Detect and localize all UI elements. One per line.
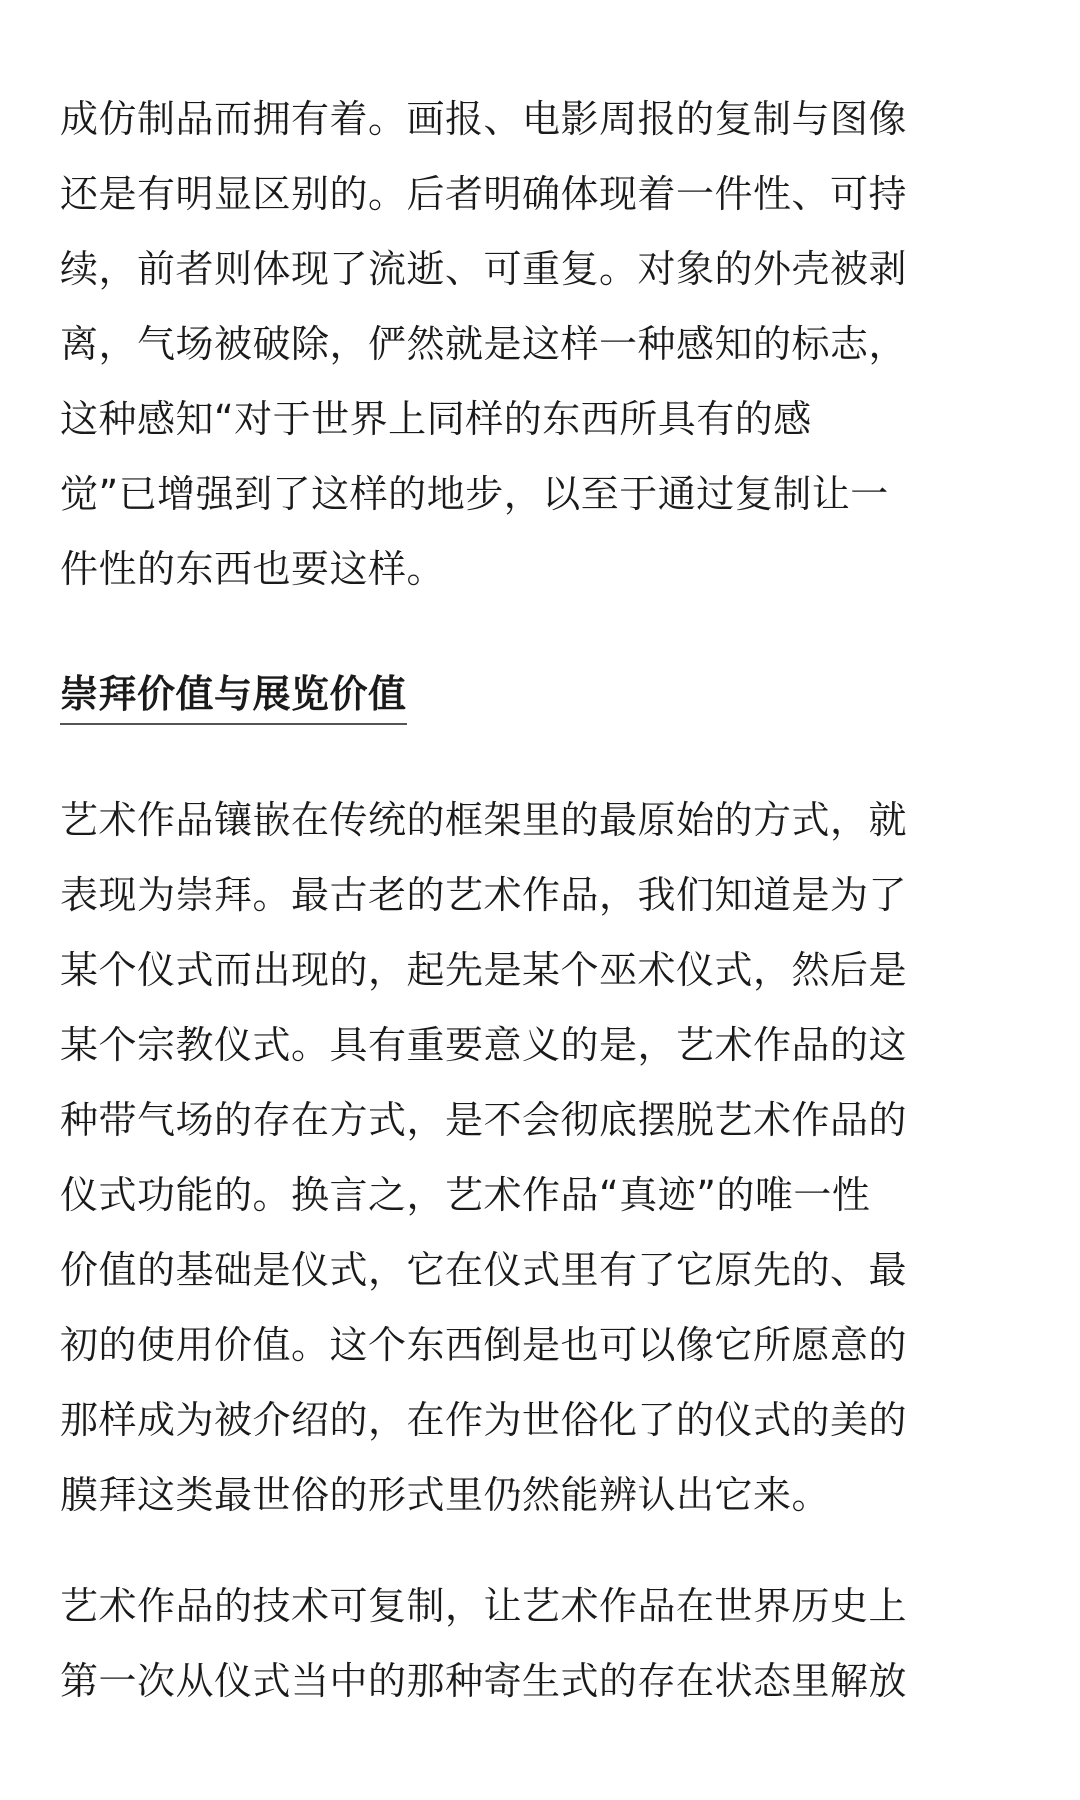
article-body	[60, 82, 1020, 1719]
text-line: 表现为崇拜。最古老的艺术作品，我们知道是为了	[60, 873, 908, 917]
text-line: 觉”已增强到了这样的地步，以至于通过复制让一	[60, 472, 889, 516]
text-line: 初的使用价值。这个东西倒是也可以像它所愿意的	[60, 1323, 908, 1367]
text-line: 某个仪式而出现的，起先是某个巫术仪式，然后是	[60, 948, 908, 992]
text-line: 那样成为被介绍的，在作为世俗化了的仪式的美的	[60, 1398, 908, 1442]
text-line: 价值的基础是仪式，它在仪式里有了它原先的、最	[60, 1248, 908, 1292]
paragraph-2	[60, 783, 1020, 1533]
section-heading: 崇拜价值与展览价值	[60, 669, 407, 725]
text-line: 这种感知“对于世界上同样的东西所具有的感	[60, 397, 812, 441]
paragraph-1	[60, 82, 1020, 607]
text-line: 某个宗教仪式。具有重要意义的是，艺术作品的这	[60, 1023, 908, 1067]
text-line: 艺术作品的技术可复制，让艺术作品在世界历史上	[60, 1584, 908, 1628]
text-line: 种带气场的存在方式，是不会彻底摆脱艺术作品的	[60, 1098, 908, 1142]
text-line: 仪式功能的。换言之，艺术作品“真迹”的唯一性	[60, 1173, 871, 1217]
text-line: 艺术作品镶嵌在传统的框架里的最原始的方式，就	[60, 798, 908, 842]
text-line: 膜拜这类最世俗的形式里仍然能辨认出它来。	[60, 1473, 831, 1517]
text-line: 离，气场被破除，俨然就是这样一种感知的标志，	[60, 322, 908, 366]
text-line: 第一次从仪式当中的那种寄生式的存在状态里解放	[60, 1659, 908, 1703]
text-line: 续，前者则体现了流逝、可重复。对象的外壳被剥	[60, 247, 908, 291]
paragraph-3	[60, 1569, 1020, 1719]
text-line: 成仿制品而拥有着。画报、电影周报的复制与图像	[60, 97, 908, 141]
text-line: 件性的东西也要这样。	[60, 547, 446, 591]
section-heading-container	[60, 669, 1020, 727]
text-line: 还是有明显区别的。后者明确体现着一件性、可持	[60, 172, 908, 216]
